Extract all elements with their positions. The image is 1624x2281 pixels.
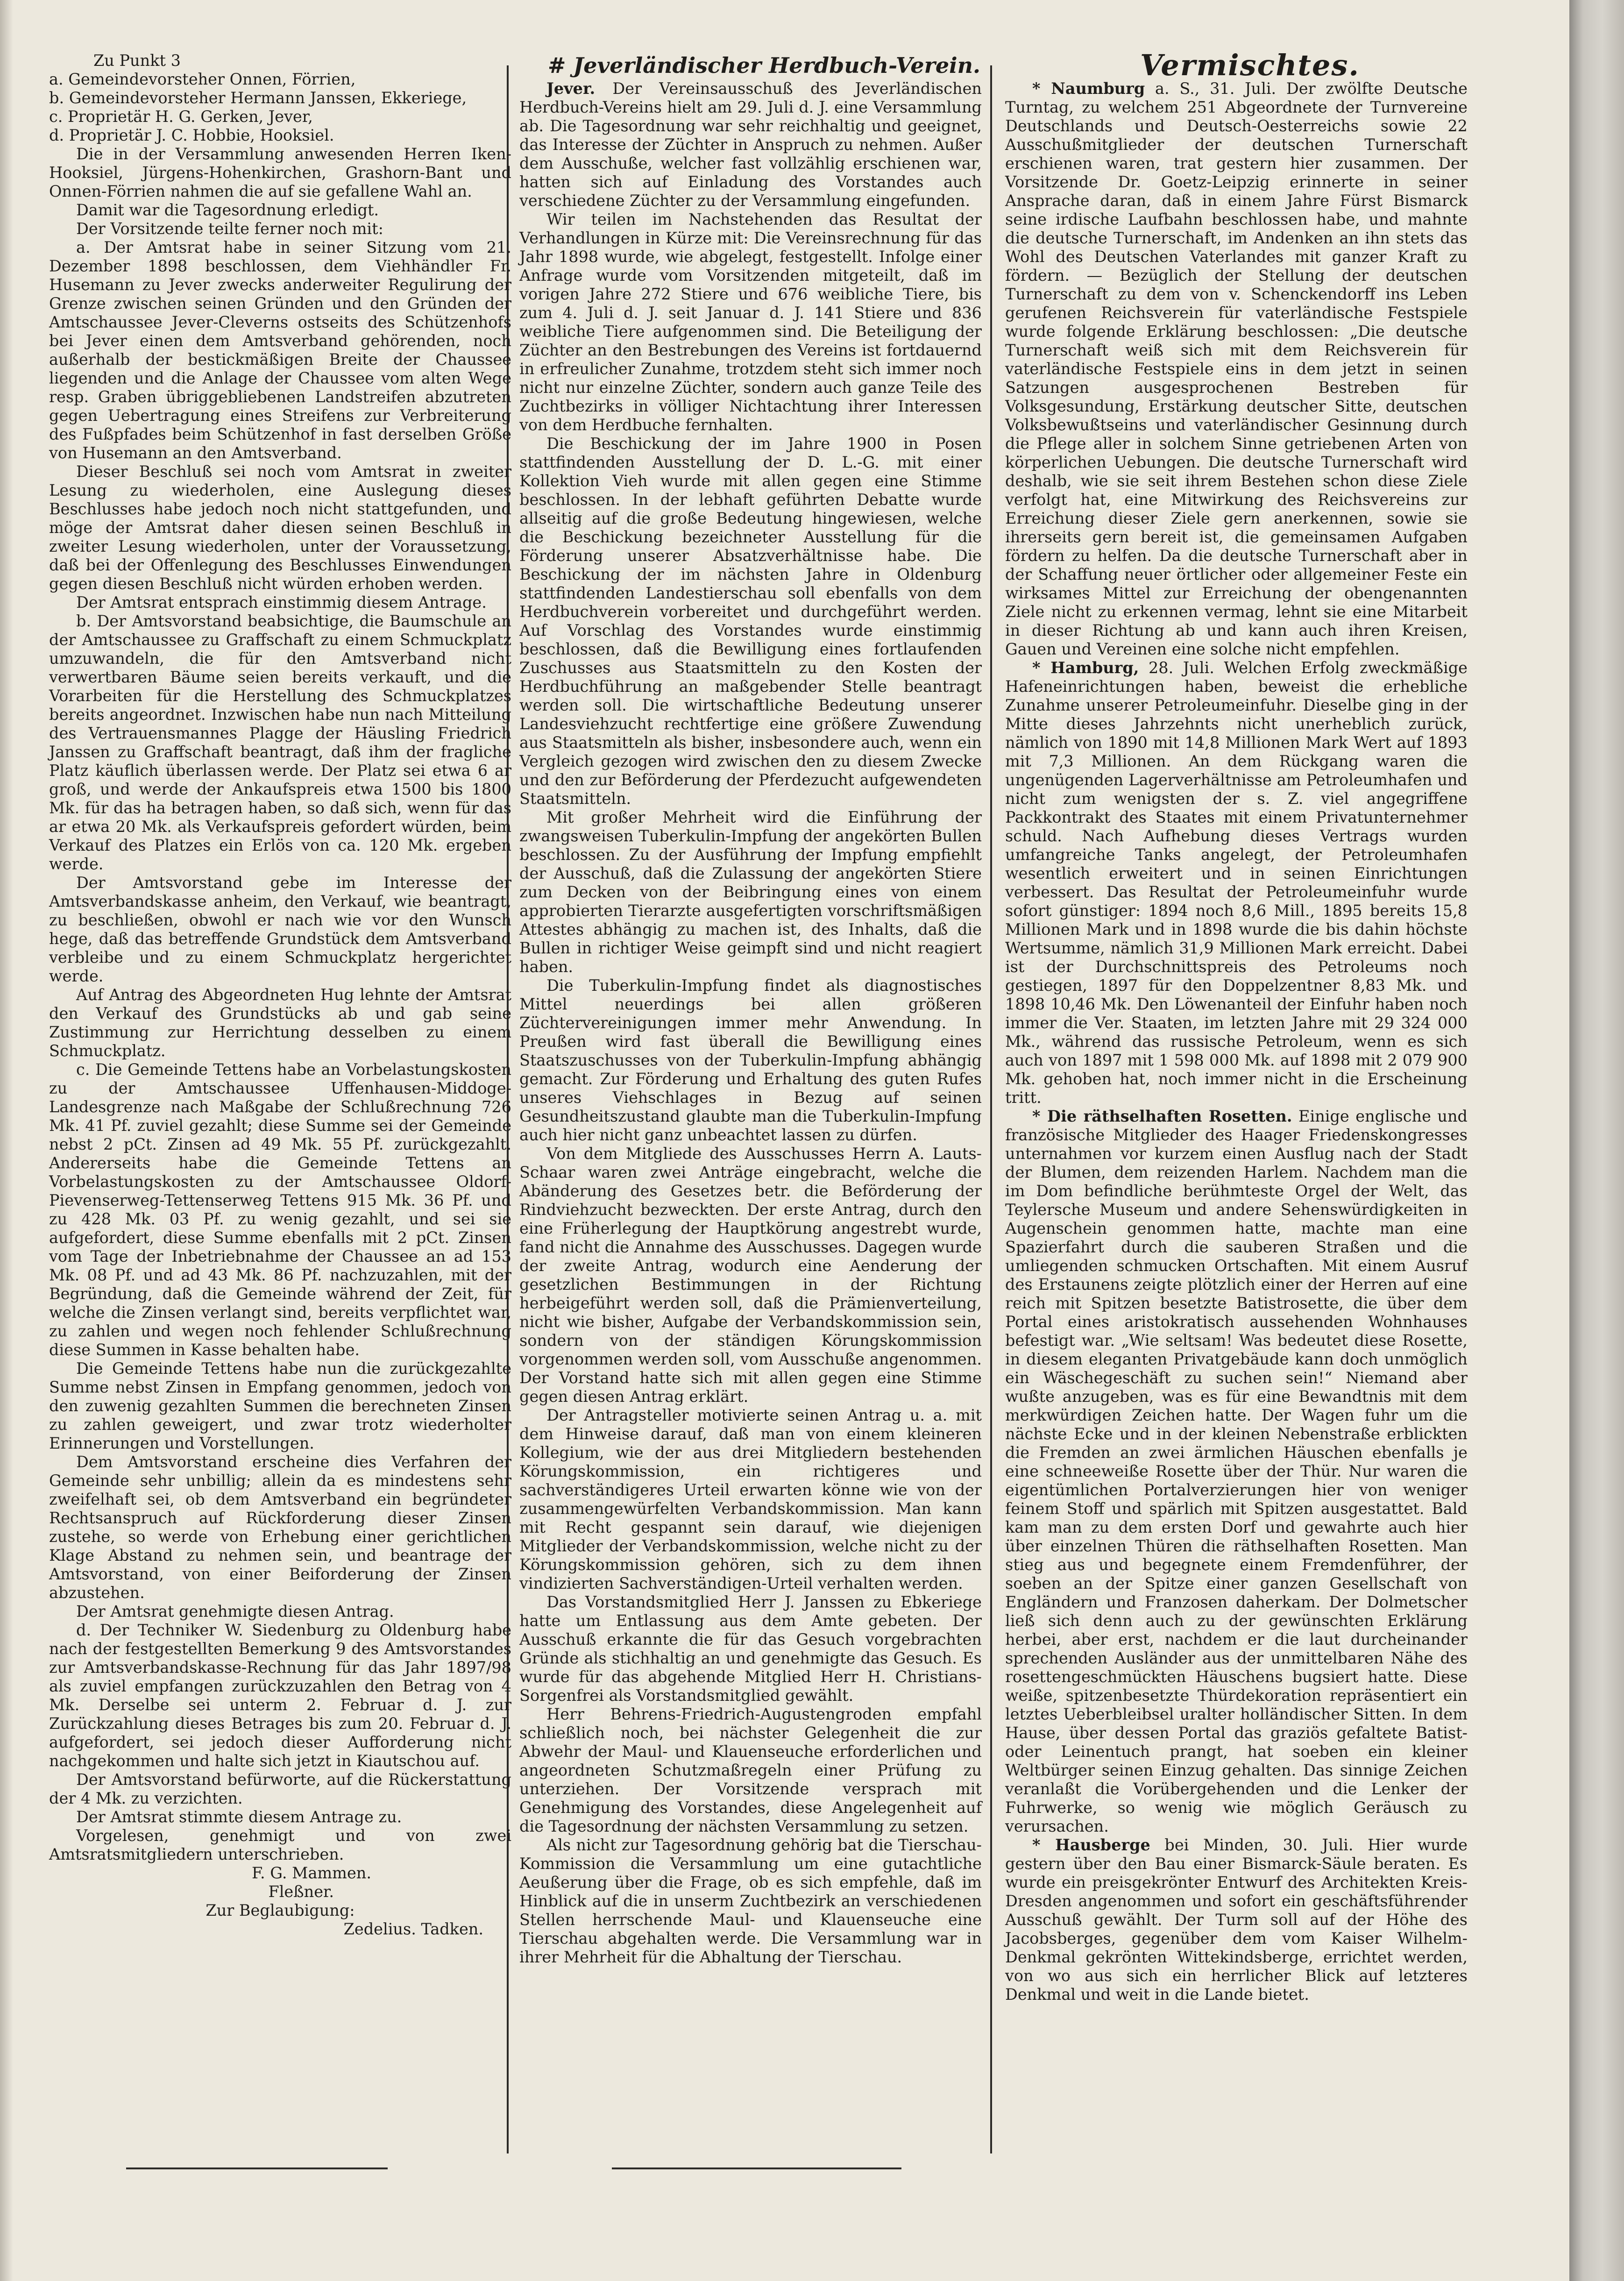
paragraph: b. Der Amtsvorstand beabsichtige, die Baumschule an der Amtschaussee zu Graffschaft zu einem Schmuckplatz umzuwandeln, die für den Amtsverband nicht verwertbaren Bäume seien bereits verkauft, und die Vorarbeiten für die Herstellung des Schmuckplatzes bereits angeordnet. Inzwischen habe nun nach Mitteilung des Vertrauensmannes Plagge der Häusling Friedrich Janssen zu Graffschaft beantragt, daß ihm der fragliche Platz käuflich überlassen werde. Der Platz sei etwa 6 ar groß, und werde der Ankaufspreis etwa 1500 bis 1800 Mk. für das ha betragen haben, so daß sich, wenn für das ar etwa 20 Mk. als Verkaufspreis gefordert würden, beim Verkauf des Platzes ein Erlös von ca. 120 Mk. ergeben werde. — [49, 612, 511, 873]
signature: Fleßner. — [268, 1883, 334, 1901]
paragraph: Auf Antrag des Abgeordneten Hug lehnte der Amtsrat den Verkauf des Grundstücks ab und gab seine Zustimmung zur Herrichtung desselben zu einem Schmuckplatz. — [49, 986, 511, 1060]
paragraph: Der Amtsrat entsprach einstimmig diesem Antrage. — [76, 593, 487, 611]
dateline: * Naumburg — [1032, 79, 1145, 98]
paragraph: Dieser Beschluß sei noch vom Amtsrat in zweiter Lesung zu wiederholen, eine Auslegung dieses Beschlusses habe jedoch noch nicht stattgefunden, und möge der Amtsrat daher diesen seinen Beschluß in zweiter Lesung wiederholen, unter der Voraussetzung, daß bei der Offenlegung des Beschlusses Einwendungen gegen diesen Beschluß nicht würden erhoben werden. — [49, 462, 511, 593]
column-amtsrat-protocol — [49, 51, 511, 1939]
article-heading: # Jeverländischer Herdbuch-Verein. — [547, 53, 981, 78]
paragraph: Der Vorsitzende teilte ferner noch mit: — [76, 220, 383, 238]
page-edge — [1569, 0, 1624, 2281]
column-herdbuch-verein — [519, 51, 982, 1967]
section-heading: Vermischtes. — [1140, 48, 1360, 82]
list-item: b. Gemeindevorsteher Hermann Janssen, Ekkeriege, — [49, 89, 467, 107]
article-title: * Die räthselhaften Rosetten. — [1032, 1107, 1292, 1125]
paragraph: Die in der Versammlung anwesenden Herren Iken-Hooksiel, Jürgens-Hohenkirchen, Grashorn-Bant und Onnen-Förrien nahmen die auf sie gefallene Wahl an. — [49, 145, 511, 200]
paragraph: Damit war die Tagesordnung erledigt. — [76, 201, 379, 219]
election-list — [49, 70, 511, 145]
article-hausberge: * Hausberge bei Minden, 30. Juli. Hier wurde gestern über den Bau einer Bismarck-Säule beraten. Es wurde ein preisgekrönter Entwurf des Architekten Kreis-Dresden angenommen und sofort ein geschäftsführender Ausschuß gewählt. Der Turm soll auf der Höhe des Jacobsberges, gegenüber dem vom Kaiser Wilhelm-Denkmal gekrönten Wittekindsberge, errichtet werden, von wo aus sich ein herrlicher Blick auf letzteres Denkmal und weit in die Lande bietet. — [1005, 1836, 1468, 2004]
paragraph: Die Beschickung der im Jahre 1900 in Posen stattfindenden Ausstellung der D. L.-G. mit einer Kollektion Vieh wurde mit allen gegen eine Stimme beschlossen. In der lebhaft geführten Debatte wurde allseitig auf die große Bedeutung hingewiesen, welche die Beschickung bezeichneter Ausstellung für die Förderung unserer Absatzverhältnisse habe. Die Beschickung der im nächsten Jahre in Oldenburg stattfindenden Landestierschau soll ebenfalls von dem Herdbuchverein vorbereitet und durchgeführt werden. Auf Vorschlag des Vorstandes wurde einstimmig beschlossen, daß die Bewilligung eines fortlaufenden Zuschusses aus Staatsmitteln zu den Kosten der Herdbuchführung an maßgebender Stelle beantragt werden soll. Die wirtschaftliche Bedeutung unserer Landesviehzucht rechtfertige eine größere Zuwendung aus Staatsmitteln als bisher, insbesondere auch, wenn ein Vergleich gezogen wird zwischen den zu diesem Zwecke und den zur Beförderung der Pferdezucht aufgewendeten Staatsmitteln. — [519, 434, 982, 808]
column-rule-2 — [990, 65, 992, 2153]
paragraph: Der Amtsvorstand befürworte, auf die Rückerstattung der 4 Mk. zu verzichten. — [49, 1770, 511, 1807]
article-hamburg: * Hamburg, 28. Juli. Welchen Erfolg zweckmäßige Hafeneinrichtungen haben, beweist die erhebliche Zunahme unserer Petroleumeinfuhr. Dieselbe ging in der Mitte dieses Jahrzehnts nicht unerheblich zurück, nämlich von 1890 mit 14,8 Millionen Mark Wert auf 1893 mit 7,3 Millionen. An dem Rückgang waren die ungenügenden Lagerverhältnisse am Petroleumhafen und nicht zum wenigsten der s. Z. viel angegriffene Packkontrakt des Staates mit einem Privatunternehmer schuld. Nach Aufhebung dieses Vertrags wurden umfangreiche Tanks angelegt, der Petroleumhafen wesentlich erweitert und in seinen Einrichtungen verbessert. Das Resultat der Petroleumeinfuhr wurde sofort günstiger: 1894 noch 8,6 Mill., 1895 bereits 15,8 Millionen Mark und in 1898 wurde die bis dahin höchste Wertsumme, nämlich 31,9 Millionen Mark erreicht. Dabei ist der Durchschnittspreis des Petroleums noch gestiegen, 1897 für den Doppelzentner 8,83 Mk. und 1898 10,46 Mk. Den Löwenanteil der Einfuhr haben noch immer die Ver. Staaten, im letzten Jahre mit 29 324 000 Mk., während das russische Petroleum, wenn es sich auch von 1897 mit 1 598 000 Mk. auf 1898 mit 2 079 900 Mk. gehoben hat, noch immer nicht in die Erscheinung tritt. — [1005, 659, 1468, 1107]
paragraph: Der Amtsrat genehmigte diesen Antrag. — [76, 1602, 394, 1620]
signature: F. G. Mammen. — [251, 1864, 371, 1882]
article-naumburg: * Naumburg a. S., 31. Juli. Der zwölfte Deutsche Turntag, zu welchem 251 Abgeordnete der Turnvereine Deutschlands und Deutsch-Oesterreichs sowie 22 Ausschußmitglieder der deutschen Turnerschaft erschienen waren, trat gestern hier zusammen. Der Vorsitzende Dr. Goetz-Leipzig erinnerte in seiner Ansprache daran, daß in einem Jahre Fürst Bismarck seine irdische Laufbahn beschlossen habe, und mahnte die deutsche Turnerschaft, im Andenken an ihn stets das Wohl des Deutschen Vaterlandes mit ganzer Kraft zu fördern. — Bezüglich der Stellung der deutschen Turnerschaft zu dem von v. Schenckendorff ins Leben gerufenen Reichsverein für vaterländische Festspiele wurde folgende Erklärung beschlossen: „Die deutsche Turnerschaft weiß sich mit dem Reichsverein für vaterländische Festspiele eins in dem jetzt in seinen Satzungen ausgesprochenen Bestreben für Volksgesundung, Erstärkung deutscher Sitte, deutschen Volksbewußtseins und vaterländischer Gesinnung durch die Pflege aller in solchem Sinne getriebenen Arten von körperlichen Uebungen. Die deutsche Turnerschaft wird deshalb, wie sie seit ihrem Bestehen schon diese Ziele verfolgt hat, eine Mitwirkung des Reichsvereins zur Erreichung dieser Ziele gern anerkennen, sowie sie ihrerseits gern bereit ist, die gemeinsamen Aufgaben fördern zu helfen. Da die deutsche Turnerschaft aber in der Schaffung neuer örtlicher oder allgemeiner Feste ein wirksames Mittel zur Erreichung der obengenannten Ziele nicht zu erkennen vermag, lehnt sie eine Mitarbeit in dieser Richtung ab und kann auch ihren Kreisen, Gauen und Vereinen eine solche nicht empfehlen. — [1005, 79, 1468, 658]
paragraph: Von dem Mitgliede des Ausschusses Herrn A. Lauts-Schaar waren zwei Anträge eingebracht, welche die Abänderung des Gesetzes betr. die Beförderung der Rindviehzucht bezweckten. Der erste Antrag, durch den eine Früherlegung der Hauptkörung angestrebt wurde, fand nicht die Annahme des Ausschusses. Dagegen wurde der zweite Antrag, wodurch eine Aenderung der gesetzlichen Bestimmungen in der Richtung herbeigeführt werden soll, daß die Prämienverteilung, nicht wie bisher, Aufgabe der Verbandskommission sein, sondern von der ständigen Körungskommission vorgenommen werden soll, vom Ausschuße angenommen. Der Vorstand hatte sich mit allen gegen eine Stimme gegen diesen Antrag erklärt. — [519, 1144, 982, 1406]
paragraph: Jever. Der Vereinsausschuß des Jeverländischen Herdbuch-Vereins hielt am 29. Juli d. J. eine Versammlung ab. Die Tagesordnung war sehr reichhaltig und geeignet, das Interesse der Züchter in Anspruch zu nehmen. Außer dem Ausschuße, welcher fast vollzählig erschienen war, hatten sich auf Einladung des Vorstandes auch verschiedene Züchter zu der Versammlung eingefunden. — [519, 79, 982, 210]
paragraph: Vorgelesen, genehmigt und von zwei Amtsratsmitgliedern unterschrieben. — [49, 1826, 511, 1863]
paragraph: c. Die Gemeinde Tettens habe an Vorbelastungskosten zu der Amtschaussee Uffenhausen-Middoge-Landesgrenze nach Maßgabe der Schlußrechnung 726 Mk. 41 Pf. zuviel gezahlt; diese Summe sei der Gemeinde nebst 2 pCt. Zinsen ad 49 Mk. 55 Pf. zurückgezahlt. Andererseits habe die Gemeinde Tettens an Vorbelastungskosten zu der Amtschaussee Oldorf-Pievenserweg-Tettenserweg Tettens 915 Mk. 36 Pf. und zu 428 Mk. 03 Pf. zu wenig gezahlt, und sei sie aufgefordert, diese Summe ebenfalls mit 2 pCt. Zinsen vom Tage der Inbetriebnahme der Chaussee an ad 153 Mk. 08 Pf. und ad 43 Mk. 86 Pf. nachzuzahlen, mit der Begründung, daß die Gemeinde während der Zeit, für welche die Zinsen verlangt sind, bereits verpflichtet war, zu zahlen und wegen noch fehlender Schlußrechnung diese Summen in Kasse behalten habe. — [49, 1060, 511, 1359]
paragraph: Herr Behrens-Friedrich-Augustengroden empfahl schließlich noch, bei nächster Gelegenheit die zur Abwehr der Maul- und Klauenseuche erforderlichen und angeordneten Schutzmaßregeln einer Prüfung zu unterziehen. Der Vorsitzende versprach mit Genehmigung des Vorstandes, diese Angelegenheit auf die Tagesordnung der nächsten Versammlung zu setzen. — [519, 1705, 982, 1835]
footer-rule-2 — [612, 2167, 901, 2169]
dateline: Jever. — [546, 79, 596, 98]
list-item: a. Gemeindevorsteher Onnen, Förrien, — [49, 70, 356, 88]
footer-rule-1 — [126, 2167, 388, 2169]
paragraph: Der Amtsrat stimmte diesem Antrage zu. — [76, 1808, 402, 1826]
list-item: c. Proprietär H. G. Gerken, Jever, — [49, 107, 313, 126]
signature: Zedelius. Tadken. — [343, 1920, 483, 1938]
paragraph: Das Vorstandsmitglied Herr J. Janssen zu Ebkeriege hatte um Entlassung aus dem Amte gebeten. Der Ausschuß erkannte die für das Gesuch vorgebrachten Gründe als stichhaltig an und genehmigte das Gesuch. Es wurde für das abgehende Mitglied Herr H. Christians-Sorgenfrei als Vorstandsmitglied gewählt. — [519, 1593, 982, 1705]
page-gutter-shadow — [0, 0, 13, 2281]
section-heading: Zu Punkt 3 — [93, 51, 181, 70]
paragraph: Der Antragsteller motivierte seinen Antrag u. a. mit dem Hinweise darauf, daß man von einem kleineren Kollegium, wie der aus drei Mitgliedern bestehenden Körungskommission, ein richtigeres und sachverständigeres Urteil erwarten könne wie von der zusammengewürfelten Verbandskommission. Man kann mit Recht gespannt sein darauf, wie diejenigen Mitglieder der Verbandskommission, welche nicht zu der Körungskommission gehören, sich zu dem ihnen vindizierten Sachverständigen-Urteil verhalten werden. — [519, 1406, 982, 1592]
paragraph: Dem Amtsvorstand erscheine dies Verfahren der Gemeinde sehr unbillig; allein da es mindestens sehr zweifelhaft sei, ob dem Amtsverband ein begründeter Rechtsanspruch auf Rückforderung dieser Zinsen zustehe, so werde von Erhebung einer gerichtlichen Klage Abstand zu nehmen sein, und beantrage der Amtsvorstand, von einer Beiforderung der Zinsen abzustehen. — [49, 1453, 511, 1602]
paragraph: Als nicht zur Tagesordnung gehörig bat die Tierschau-Kommission die Versammlung um eine gutachtliche Aeußerung über die Frage, ob es sich empfehle, daß im Hinblick auf die in unserm Zuchtbezirk an verschiedenen Stellen herrschende Maul- und Klauenseuche eine Tierschau abgehalten werde. Die Versammlung war in ihrer Mehrheit für die Abhaltung der Tierschau. — [519, 1836, 982, 1966]
column-vermischtes — [1005, 48, 1468, 2004]
paragraph: a. Der Amtsrat habe in seiner Sitzung vom 21. Dezember 1898 beschlossen, dem Viehhändler Fr. Husemann zu Jever zwecks anderweiter Regulirung der Grenze zwischen seinen Gründen und den Gründen der Amtschaussee Jever-Cleverns ostseits des Schützenhofs bei Jever einen dem Amtsverband gehörenden, noch außerhalb der bestickmäßigen Breite der Chaussee liegenden und die Anlage der Chaussee vom alten Wege resp. Graben übriggebliebenen Landstreifen abzutreten gegen Uebertragung eines Streifens zur Verbreiterung des Fußpfades beim Schützenhof in fast derselben Größe von Husemann an den Amtsverband. — [49, 238, 511, 462]
paragraph: Der Amtsvorstand gebe im Interesse der Amtsverbandskasse anheim, den Verkauf, wie beantragt, zu beschließen, obwohl er nach wie vor den Wunsch hege, daß das betreffende Grundstück dem Amtsverband verbleibe und zu einem Schmuckplatz hergerichtet werde. — [49, 874, 511, 985]
paragraph: Die Gemeinde Tettens habe nun die zurückgezahlte Summe nebst Zinsen in Empfang genommen, jedoch von den zuwenig gezahlten Summen die berechneten Zinsen zu zahlen geweigert, und zwar trotz wiederholter Erinnerungen und Vorstellungen. — [49, 1359, 511, 1452]
article-rosetten: * Die räthselhaften Rosetten. Einige englische und französische Mitglieder des Haager Friedenskongresses unternahmen vor kurzem einen Ausflug nach der Stadt der Blumen, dem reizenden Harlem. Nachdem man die im Dom befindliche berühmteste Orgel der Welt, das Teylersche Museum und andere Sehenswürdigkeiten in Augenschein genommen hatte, machte man eine Spazierfahrt durch die sauberen Straßen und die umliegenden schmucken Ortschaften. Mit einem Ausruf des Erstaunens zeigte plötzlich einer der Herren auf eine reich mit Spitzen besetzte Batistrosette, die über dem Portal eines aristokratisch aussehenden Wohnhauses befestigt war. „Wie seltsam! Was bedeutet diese Rosette, in diesem eleganten Privatgebäude kann doch unmöglich ein Wäschegeschäft zu suchen sein!“ Niemand aber wußte anzugeben, was es für eine Bewandtnis mit dem merkwürdigen Zeichen hatte. Der Wagen fuhr um die nächste Ecke und in der kleinen Nebenstraße erblickten die Fremden an zwei ärmlichen Häuschen ebenfalls je eine schneeweiße Rosette über der Thür. Nur waren die eigentümlichen Portalverzierungen hier von weniger feinem Stoff und spärlich mit Spitzen ausgestattet. Bald kam man zu dem ersten Dorf und gewahrte auch hier über einzelnen Thüren die räthselhaften Rosetten. Man stieg aus und begegnete einem Fremdenführer, der soeben an der Spitze einer ganzen Gesellschaft von Engländern und Franzosen daherkam. Der Dolmetscher ließ sich denn auch zu der gewünschten Erklärung herbei, aber erst, nachdem er die laut durcheinander sprechenden Ausländer aus der unmittelbaren Nähe des rosettengeschmückten Häuschens bugsiert hatte. Diese weiße, spitzenbesetzte Thürdekoration repräsentiert ein letztes Ueberbleibsel uralter holländischer Sitten. In dem Hause, über dessen Portal das graziös gefaltete Batist- oder Leinentuch prangt, hat soeben ein kleiner Weltbürger seinen Einzug gehalten. Das sinnige Zeichen veranlaßt die Vorübergehenden und die Lenker der Fuhrwerke, so wenig wie möglich Geräusch zu verursachen. — [1005, 1107, 1468, 1835]
paragraph: Wir teilen im Nachstehenden das Resultat der Verhandlungen in Kürze mit: Die Vereinsrechnung für das Jahr 1898 wurde, wie abgelegt, festgestellt. Infolge einer Anfrage wurde vom Vorsitzenden mitgeteilt, daß im vorigen Jahre 272 Stiere und 676 weibliche Tiere, bis zum 4. Juli d. J. seit Januar d. J. 141 Stiere und 836 weibliche Tiere aufgenommen sind. Die Beteiligung der Züchter an den Bestrebungen des Vereins ist fortdauernd in erfreulicher Zunahme, trotzdem steht sich immer noch nicht nur einzelne Züchter, sondern auch ganze Teile des Zuchtbezirks in völliger Nichtachtung ihrer Interessen von dem Herdbuche fernhalten. — [519, 210, 982, 434]
certification-label: Zur Beglaubigung: — [206, 1901, 355, 1919]
paragraph: Die Tuberkulin-Impfung findet als diagnostisches Mittel neuerdings bei allen größeren Züchtervereinigungen immer mehr Anwendung. In Preußen wird fast überall die Bewilligung eines Staatszuschusses von der Tuberkulin-Impfung abhängig gemacht. Zur Förderung und Erhaltung des guten Rufes unseres Viehschlages in Bezug auf seinen Gesundheitszustand glaubte man die Tuberkulin-Impfung auch hier nicht ganz unbeachtet lassen zu dürfen. — [519, 976, 982, 1144]
list-item: d. Proprietär J. C. Hobbie, Hooksiel. — [49, 126, 334, 144]
paragraph: Mit großer Mehrheit wird die Einführung der zwangsweisen Tuberkulin-Impfung der angekörten Bullen beschlossen. Zu der Ausführung der Impfung empfiehlt der Ausschuß, daß die Zulassung der angekörten Stiere zum Decken von der Beibringung eines von einem approbierten Tierarzte ausgefertigten vorschriftsmäßigen Attestes abhängig zu machen ist, des Inhalts, daß die Bullen in richtiger Weise geimpft sind und nicht reagiert haben. — [519, 808, 982, 976]
dateline: * Hamburg, — [1032, 659, 1139, 677]
paragraph: d. Der Techniker W. Siedenburg zu Oldenburg habe nach der festgestellten Bemerkung 9 des Amtsvorstandes zur Amtsverbandskasse-Rechnung für das Jahr 1897/98 als zuviel empfangen zurückzuzahlen den Betrag von 4 Mk. Derselbe sei unterm 2. Februar d. J. zur Zurückzahlung dieses Betrages bis zum 20. Februar d. J. aufgefordert, sei jedoch dieser Aufforderung nicht nachgekommen und halte sich jetzt in Kiautschou auf. — [49, 1621, 511, 1770]
dateline: * Hausberge — [1032, 1836, 1150, 1854]
